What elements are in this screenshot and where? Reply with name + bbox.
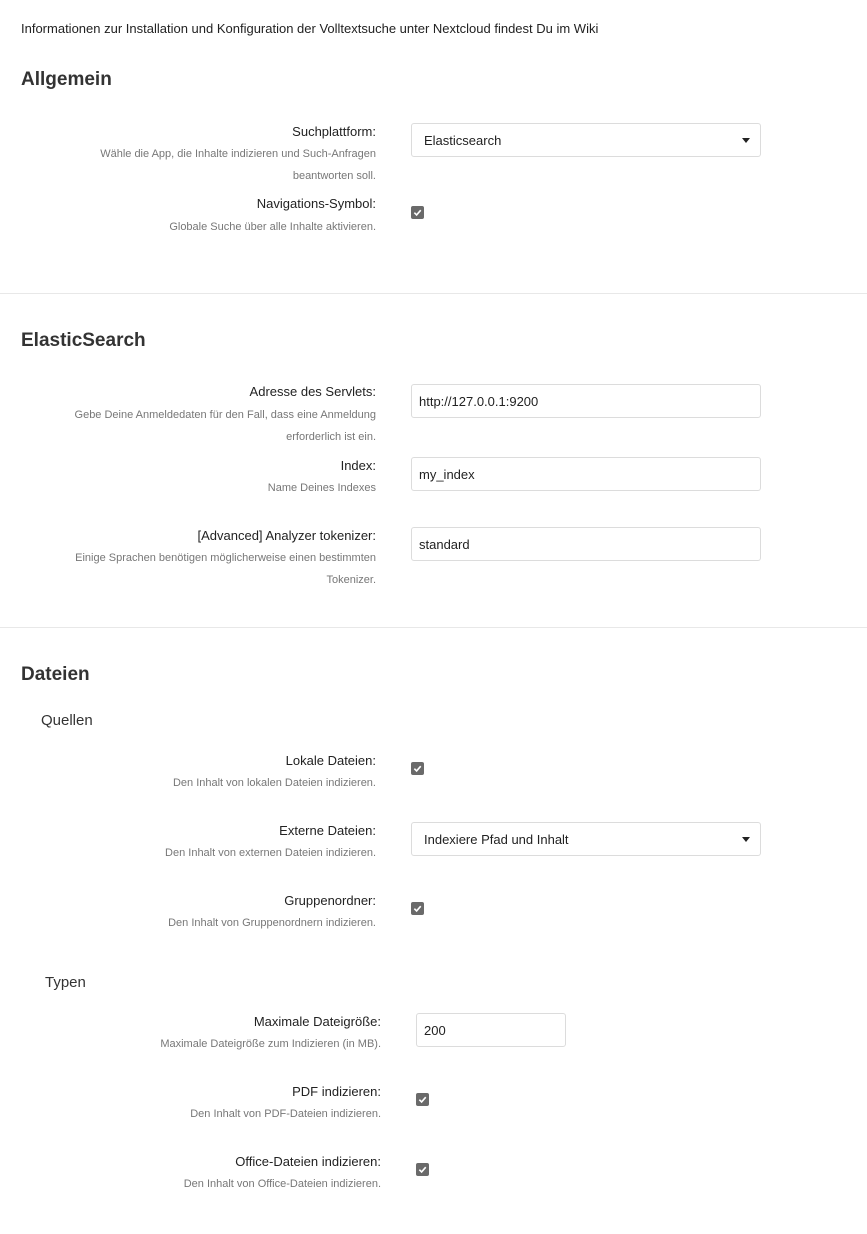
- checkmark-icon: [413, 208, 422, 217]
- platform-description: Wähle die App, die Inhalte indizieren und Such-Anfragen beantworten soll.: [100, 148, 376, 182]
- checkmark-icon: [413, 764, 422, 773]
- servlet-description: Gebe Deine Anmeldedaten für den Fall, dass eine Anmeldung erforderlich ist ein.: [74, 409, 376, 443]
- checkmark-icon: [418, 1095, 427, 1104]
- pdf-index-label: PDF indizieren:: [292, 1084, 381, 1099]
- tokenizer-label: [Advanced] Analyzer tokenizer:: [197, 528, 376, 543]
- chevron-down-icon: [742, 138, 750, 143]
- tokenizer-input[interactable]: standard: [411, 527, 761, 561]
- platform-select-value: Elasticsearch: [424, 132, 502, 148]
- chevron-down-icon: [742, 837, 750, 842]
- external-files-label: Externe Dateien:: [279, 823, 376, 838]
- office-index-description: Den Inhalt von Office-Dateien indizieren.: [183, 1178, 381, 1190]
- platform-label: Suchplattform:: [292, 124, 376, 139]
- nav-symbol-checkbox[interactable]: [411, 206, 424, 219]
- wiki-info-text: Informationen zur Installation und Konfiguration der Volltextsuche unter Nextcloud findest Du im Wiki: [21, 21, 599, 36]
- external-files-select[interactable]: [411, 822, 761, 856]
- max-filesize-description: Maximale Dateigröße zum Indizieren (in MB).: [160, 1038, 381, 1050]
- index-input[interactable]: my_index: [411, 457, 761, 491]
- section-title-elasticsearch: ElasticSearch: [21, 330, 146, 351]
- subsection-title-types: Typen: [45, 974, 86, 991]
- checkmark-icon: [418, 1165, 427, 1174]
- index-description: Name Deines Indexes: [267, 482, 376, 494]
- platform-select[interactable]: [411, 123, 761, 157]
- pdf-index-checkbox[interactable]: [416, 1093, 429, 1106]
- office-index-label: Office-Dateien indizieren:: [235, 1154, 381, 1169]
- local-files-description: Den Inhalt von lokalen Dateien indizieren.: [172, 777, 376, 789]
- group-folders-description: Den Inhalt von Gruppenordnern indizieren.: [168, 917, 376, 929]
- section-divider: [0, 627, 867, 628]
- external-files-description: Den Inhalt von externen Dateien indizieren.: [165, 847, 376, 859]
- nav-symbol-label: Navigations-Symbol:: [256, 196, 376, 211]
- external-files-select-value: Indexiere Pfad und Inhalt: [424, 831, 569, 847]
- section-title-files: Dateien: [21, 664, 90, 685]
- office-index-checkbox[interactable]: [416, 1163, 429, 1176]
- tokenizer-description: Einige Sprachen benötigen möglicherweise einen bestimmten Tokenizer.: [75, 552, 376, 586]
- servlet-label: Adresse des Servlets:: [249, 384, 376, 399]
- max-filesize-input[interactable]: 200: [416, 1013, 566, 1047]
- section-title-general: Allgemein: [21, 69, 112, 90]
- nav-symbol-description: Globale Suche über alle Inhalte aktivieren.: [169, 221, 376, 233]
- subsection-title-sources: Quellen: [41, 712, 93, 729]
- section-divider: [0, 293, 867, 294]
- local-files-checkbox[interactable]: [411, 762, 424, 775]
- index-label: Index:: [340, 458, 376, 473]
- checkmark-icon: [413, 904, 422, 913]
- local-files-label: Lokale Dateien:: [285, 753, 376, 768]
- pdf-index-description: Den Inhalt von PDF-Dateien indizieren.: [190, 1108, 381, 1120]
- servlet-address-input[interactable]: http://127.0.0.1:9200: [411, 384, 761, 418]
- max-filesize-label: Maximale Dateigröße:: [253, 1014, 381, 1029]
- group-folders-checkbox[interactable]: [411, 902, 424, 915]
- group-folders-label: Gruppenordner:: [284, 893, 376, 908]
